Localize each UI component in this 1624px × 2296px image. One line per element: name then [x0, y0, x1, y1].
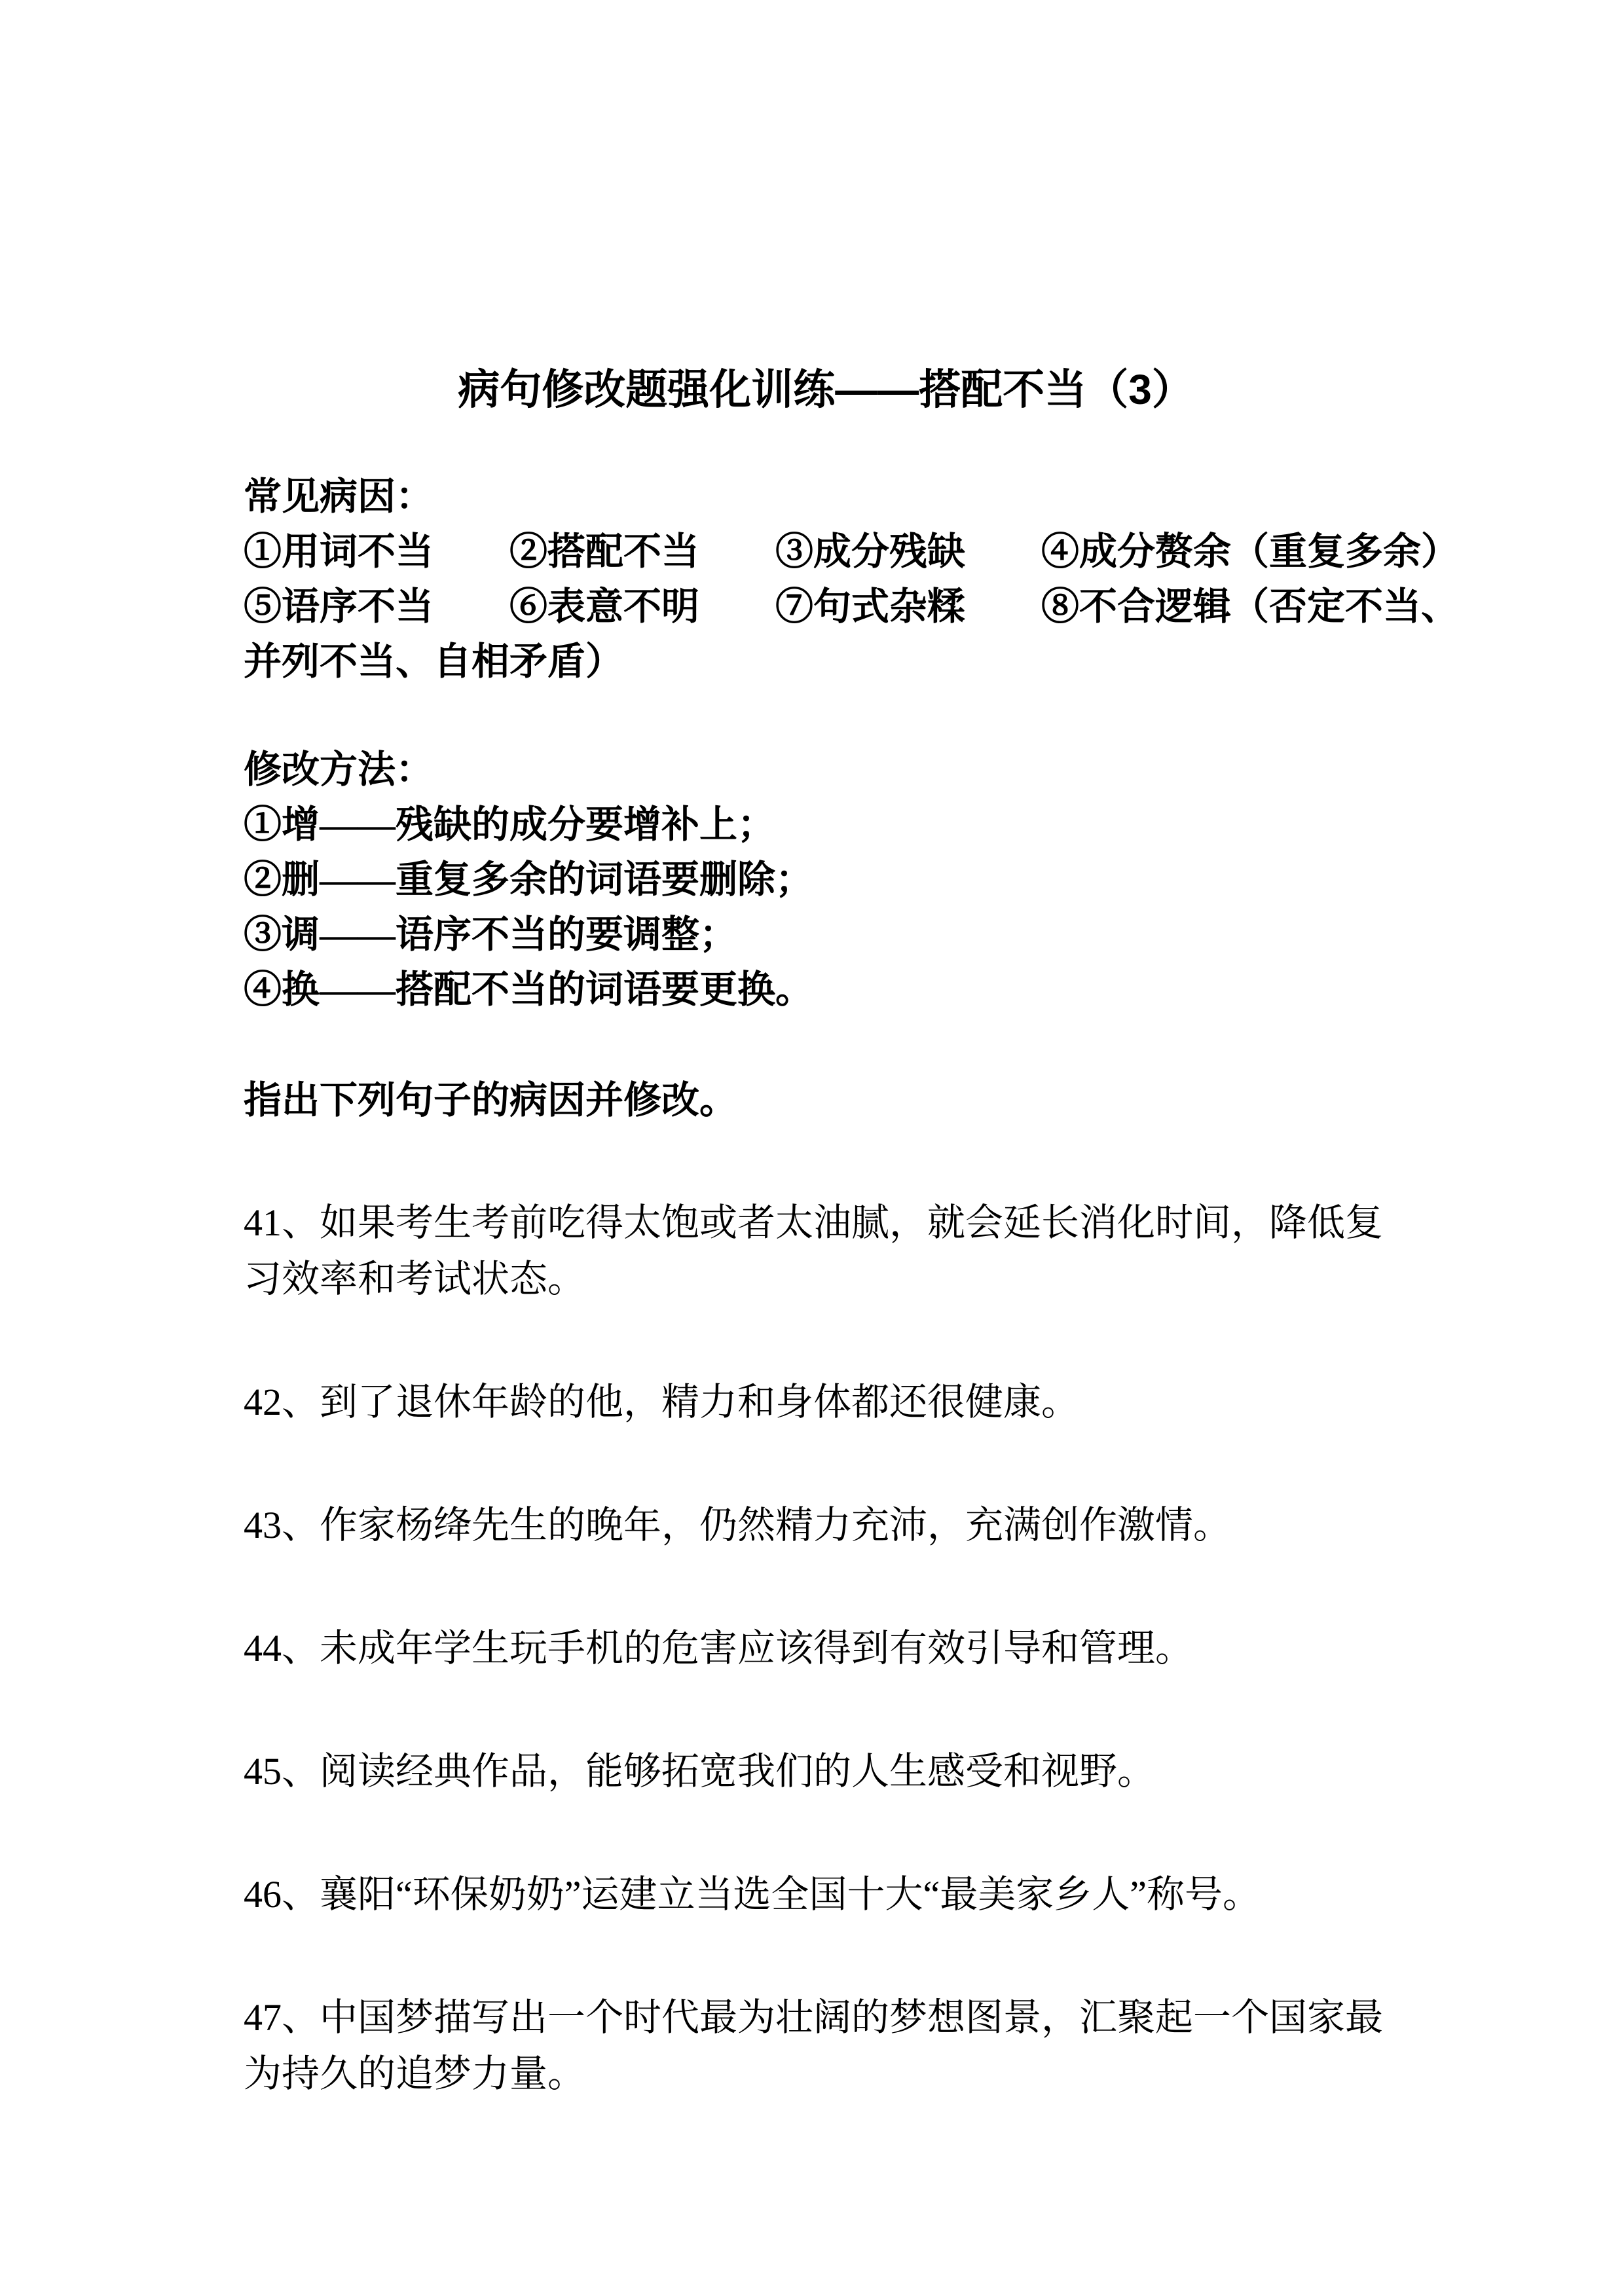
method-item-replace: ④换——搭配不当的词语要更换。 [244, 968, 814, 1011]
page-title: 病句修改题强化训练——搭配不当（3） [458, 366, 1194, 413]
question-46: 46、襄阳“环保奶奶”运建立当选全国十大“最美家乡人”称号。 [244, 1873, 1261, 1916]
causes-heading: 常见病因： [244, 475, 434, 518]
causes-line-3: 并列不当、自相矛盾） [244, 640, 624, 683]
instruction-heading: 指出下列句子的病因并修改。 [244, 1079, 738, 1121]
question-41: 41、如果考生考前吃得太饱或者太油腻，就会延长消化时间，降低复习效率和考试状态。 [244, 1201, 1384, 1300]
question-42: 42、到了退休年龄的他，精力和身体都还很健康。 [244, 1381, 1080, 1423]
method-item-add: ①增——残缺的成分要增补上； [244, 803, 776, 846]
question-44: 44、未成年学生玩手机的危害应该得到有效引导和管理。 [244, 1627, 1194, 1669]
question-45: 45、阅读经典作品，能够拓宽我们的人生感受和视野。 [244, 1750, 1156, 1793]
question-43: 43、作家杨绛先生的晚年，仍然精力充沛，充满创作激情。 [244, 1504, 1232, 1546]
methods-heading: 修改方法： [244, 748, 434, 791]
causes-line-1: ①用词不当 ②搭配不当 ③成分残缺 ④成分赘余（重复多余） [244, 530, 1460, 573]
method-item-delete: ②删——重复多余的词语要删除； [244, 858, 814, 901]
method-item-adjust: ③调——语序不当的要调整； [244, 913, 738, 956]
causes-line-2: ⑤语序不当 ⑥表意不明 ⑦句式杂糅 ⑧不合逻辑（否定不当、 [244, 585, 1460, 628]
question-47: 47、中国梦描写出一个时代最为壮阔的梦想图景，汇聚起一个国家最为持久的追梦力量。 [244, 1996, 1384, 2095]
